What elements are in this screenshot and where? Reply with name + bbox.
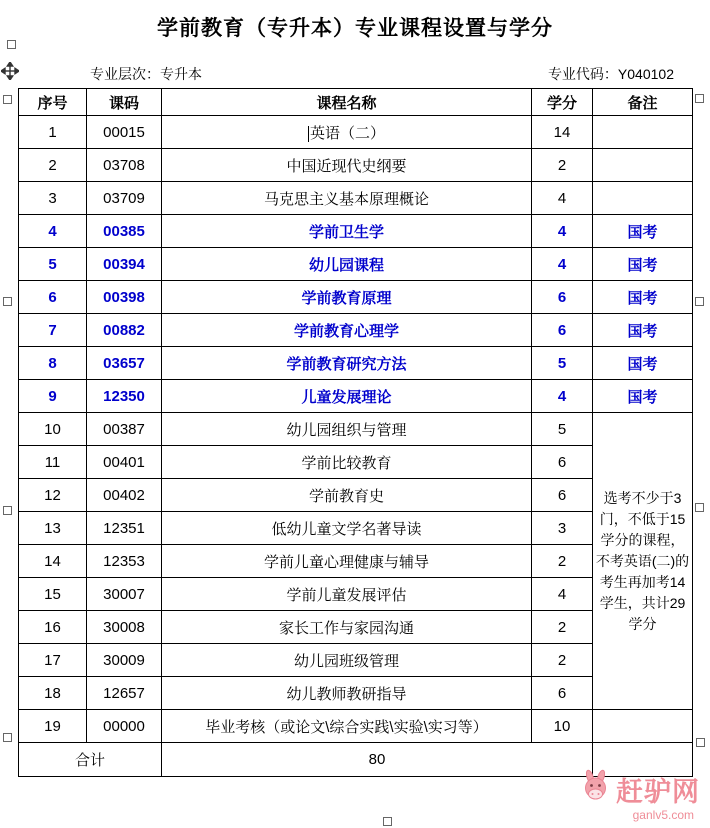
credits-cell: 3 — [532, 512, 593, 545]
major-code-label: 专业代码：Y040102 — [547, 66, 674, 82]
header-row — [19, 89, 693, 116]
table-row — [19, 314, 693, 347]
credits-cell: 6 — [532, 479, 593, 512]
credits-cell: 2 — [532, 644, 593, 677]
course-table-body — [19, 116, 693, 743]
course-name-cell: 学前卫生学 — [162, 215, 532, 248]
course-table — [18, 88, 693, 777]
course-code-cell: 00394 — [87, 248, 162, 281]
course-code-cell: 12350 — [87, 380, 162, 413]
table-row — [19, 281, 693, 314]
meta-row — [18, 64, 692, 84]
resize-handle[interactable] — [7, 40, 16, 49]
total-value-cell: 80 — [162, 743, 593, 777]
credits-cell: 4 — [532, 248, 593, 281]
course-name-cell: 幼儿教师教研指导 — [162, 677, 532, 710]
note-cell — [593, 149, 693, 182]
course-name-cell: 幼儿园课程 — [162, 248, 532, 281]
course-code-cell: 00402 — [87, 479, 162, 512]
table-row — [19, 479, 693, 512]
table-row — [19, 149, 693, 182]
watermark-brand-name: 赶驴网 — [616, 777, 700, 807]
course-code-cell: 12353 — [87, 545, 162, 578]
note-cell: 国考 — [593, 215, 693, 248]
course-name-cell: 家长工作与家园沟通 — [162, 611, 532, 644]
credits-cell: 2 — [532, 545, 593, 578]
course-code-cell: 03708 — [87, 149, 162, 182]
course-code-cell: 00401 — [87, 446, 162, 479]
row-number-cell: 8 — [19, 347, 87, 380]
move-handle-icon[interactable] — [1, 62, 19, 85]
note-cell: 国考 — [593, 347, 693, 380]
credits-cell: 14 — [532, 116, 593, 149]
course-name-cell: 学前比较教育 — [162, 446, 532, 479]
row-number-cell: 2 — [19, 149, 87, 182]
table-row — [19, 182, 693, 215]
row-number-cell: 16 — [19, 611, 87, 644]
course-name-cell: 低幼儿童文学名著导读 — [162, 512, 532, 545]
table-row — [19, 545, 693, 578]
note-cell — [593, 182, 693, 215]
row-number-cell: 10 — [19, 413, 87, 446]
course-code-cell: 00000 — [87, 710, 162, 743]
credits-cell: 5 — [532, 347, 593, 380]
table-row — [19, 512, 693, 545]
course-name-cell: 学前儿童心理健康与辅导 — [162, 545, 532, 578]
course-code-cell: 00387 — [87, 413, 162, 446]
major-level-label: 专业层次：专升本 — [90, 66, 202, 82]
table-row — [19, 347, 693, 380]
row-number-cell: 19 — [19, 710, 87, 743]
row-number-cell: 7 — [19, 314, 87, 347]
credits-cell: 6 — [532, 281, 593, 314]
note-cell: 国考 — [593, 281, 693, 314]
course-code-cell: 30007 — [87, 578, 162, 611]
resize-handle[interactable] — [696, 738, 705, 747]
row-number-cell: 12 — [19, 479, 87, 512]
table-row — [19, 677, 693, 710]
note-cell: 国考 — [593, 314, 693, 347]
table-row — [19, 116, 693, 149]
course-code-cell: 00398 — [87, 281, 162, 314]
resize-handle[interactable] — [695, 297, 704, 306]
course-code-cell: 00882 — [87, 314, 162, 347]
credits-cell: 2 — [532, 611, 593, 644]
course-code-cell: 00015 — [87, 116, 162, 149]
note-cell: 国考 — [593, 380, 693, 413]
credits-cell: 6 — [532, 446, 593, 479]
credits-cell: 6 — [532, 677, 593, 710]
resize-handle[interactable] — [3, 95, 12, 104]
page-title: 学前教育（专升本）专业课程设置与学分 — [157, 17, 553, 40]
course-name-cell: 马克思主义基本原理概论 — [162, 182, 532, 215]
column-header-note: 备注 — [593, 89, 693, 116]
credits-cell: 4 — [532, 578, 593, 611]
course-code-cell: 30008 — [87, 611, 162, 644]
credits-cell: 5 — [532, 413, 593, 446]
resize-handle[interactable] — [695, 94, 704, 103]
resize-handle[interactable] — [383, 817, 392, 826]
table-row — [19, 644, 693, 677]
row-number-cell: 11 — [19, 446, 87, 479]
course-name-cell: 中国近现代史纲要 — [162, 149, 532, 182]
course-name-cell: 学前儿童发展评估 — [162, 578, 532, 611]
resize-handle[interactable] — [3, 297, 12, 306]
table-row — [19, 710, 693, 743]
course-name-cell: 学前教育原理 — [162, 281, 532, 314]
course-code-cell: 00385 — [87, 215, 162, 248]
resize-handle[interactable] — [3, 733, 12, 742]
table-row — [19, 611, 693, 644]
note-cell: 国考 — [593, 248, 693, 281]
table-row — [19, 215, 693, 248]
course-name-cell: 儿童发展理论 — [162, 380, 532, 413]
course-code-cell: 03709 — [87, 182, 162, 215]
column-header-code: 课码 — [87, 89, 162, 116]
resize-handle[interactable] — [3, 506, 12, 515]
credits-cell: 4 — [532, 182, 593, 215]
table-row — [19, 380, 693, 413]
row-number-cell: 9 — [19, 380, 87, 413]
watermark — [578, 769, 700, 822]
table-row — [19, 578, 693, 611]
course-code-cell: 30009 — [87, 644, 162, 677]
course-code-cell: 12657 — [87, 677, 162, 710]
row-number-cell: 1 — [19, 116, 87, 149]
course-name-cell: 英语（二） — [162, 116, 532, 149]
course-name-cell: 幼儿园组织与管理 — [162, 413, 532, 446]
course-name-cell: 幼儿园班级管理 — [162, 644, 532, 677]
row-number-cell: 17 — [19, 644, 87, 677]
row-number-cell: 5 — [19, 248, 87, 281]
row-number-cell: 15 — [19, 578, 87, 611]
course-code-cell: 03657 — [87, 347, 162, 380]
total-label-cell: 合计 — [19, 743, 162, 777]
row-number-cell: 14 — [19, 545, 87, 578]
row-number-cell: 3 — [19, 182, 87, 215]
note-cell — [593, 710, 693, 743]
row-number-cell: 13 — [19, 512, 87, 545]
row-number-cell: 18 — [19, 677, 87, 710]
credits-cell: 4 — [532, 380, 593, 413]
merged-note-cell: 选考不少于3门，不低于15学分的课程，不考英语(二)的考生再加考14学生，共计29学分 — [593, 413, 693, 710]
column-header-name: 课程名称 — [162, 89, 532, 116]
text-caret — [308, 126, 309, 142]
donkey-icon — [578, 769, 614, 810]
table-row — [19, 413, 693, 446]
credits-cell: 4 — [532, 215, 593, 248]
course-code-cell: 12351 — [87, 512, 162, 545]
credits-cell: 10 — [532, 710, 593, 743]
credits-cell: 6 — [532, 314, 593, 347]
note-cell — [593, 116, 693, 149]
credits-cell: 2 — [532, 149, 593, 182]
watermark-url: ganlv5.com — [632, 808, 694, 822]
resize-handle[interactable] — [695, 503, 704, 512]
course-name-cell: 学前教育史 — [162, 479, 532, 512]
table-row — [19, 248, 693, 281]
course-name-cell: 学前教育研究方法 — [162, 347, 532, 380]
table-row — [19, 446, 693, 479]
column-header-credits: 学分 — [532, 89, 593, 116]
row-number-cell: 6 — [19, 281, 87, 314]
column-header-no: 序号 — [19, 89, 87, 116]
row-number-cell: 4 — [19, 215, 87, 248]
course-name-cell: 毕业考核（或论文\综合实践\实验\实习等） — [162, 710, 532, 743]
course-name-cell: 学前教育心理学 — [162, 314, 532, 347]
